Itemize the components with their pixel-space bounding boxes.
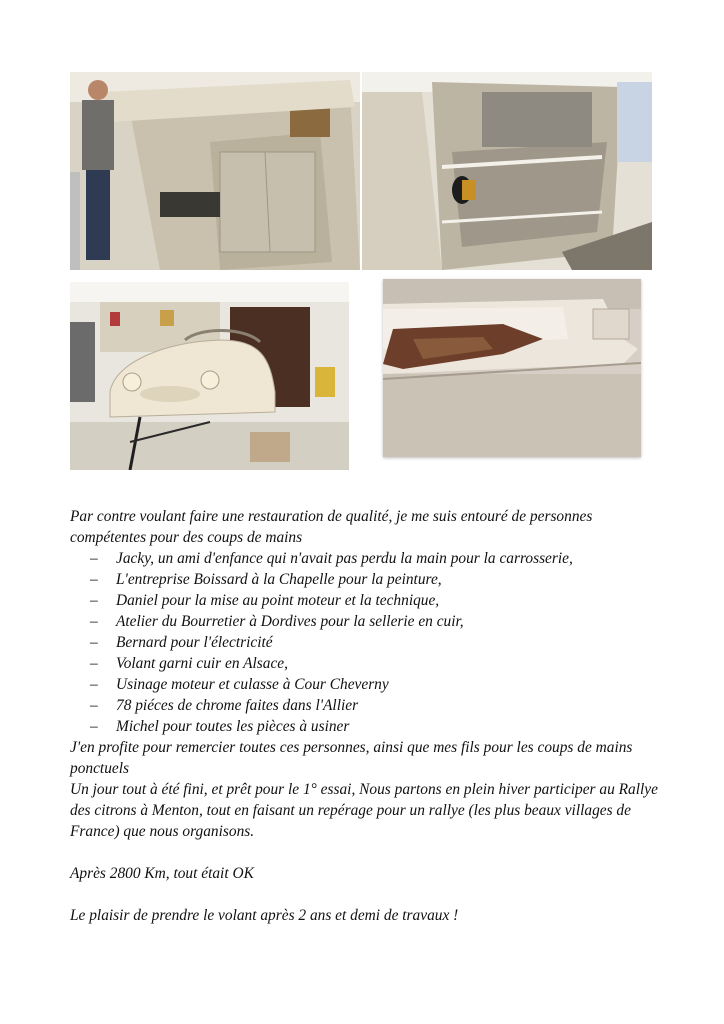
- list-bullet: –: [90, 655, 98, 672]
- helpers-list: [70, 548, 660, 737]
- list-bullet: –: [90, 676, 98, 693]
- thanks-paragraph: J'en profite pour remercier toutes ces personnes, ainsi que mes fils pour les coups de mains ponctuels: [70, 739, 633, 777]
- list-item: – 78 piéces de chrome faites dans l'Allier: [90, 697, 359, 714]
- list-bullet: –: [90, 571, 98, 588]
- list-item: – Bernard pour l'électricité: [90, 634, 273, 651]
- list-bullet: –: [90, 613, 98, 630]
- photo-car-in-garage: [70, 282, 349, 470]
- intro-paragraph: Par contre voulant faire une restauration de qualité, je me suis entouré de personnes compétentes pour des coups de mains: [70, 508, 593, 546]
- conclusion-paragraph: Le plaisir de prendre le volant après 2 ans et demi de travaux !: [70, 907, 459, 924]
- list-item: – Jacky, un ami d'enfance qui n'avait pas perdu la main pour la carrosserie,: [90, 550, 573, 567]
- photo-body-restoration: [70, 72, 360, 270]
- list-bullet: –: [90, 718, 98, 735]
- list-item: – Daniel pour la mise au point moteur et la technique,: [90, 592, 440, 609]
- distance-paragraph: Après 2800 Km, tout était OK: [70, 865, 254, 882]
- list-item: – Usinage moteur et culasse à Cour Cheverny: [90, 676, 389, 693]
- trip-paragraph: Un jour tout à été fini, et prêt pour le 1° essai, Nous partons en plein hiver participer au Rallye des citrons à Menton, tout en faisant un repérage pour un rallye (les plus beaux villages de France) que nous organisons.: [70, 781, 658, 840]
- list-bullet: –: [90, 634, 98, 651]
- photo-rusty-panel: [383, 279, 641, 457]
- article-text: [70, 506, 660, 926]
- photo-underbody-headphones: [362, 72, 652, 270]
- list-bullet: –: [90, 592, 98, 609]
- list-item: – Volant garni cuir en Alsace,: [90, 655, 288, 672]
- list-bullet: –: [90, 697, 98, 714]
- list-bullet: –: [90, 550, 98, 567]
- list-item: – Atelier du Bourretier à Dordives pour la sellerie en cuir,: [90, 613, 464, 630]
- list-item: – Michel pour toutes les pièces à usiner: [90, 718, 350, 735]
- list-item: – L'entreprise Boissard à la Chapelle pour la peinture,: [90, 571, 442, 588]
